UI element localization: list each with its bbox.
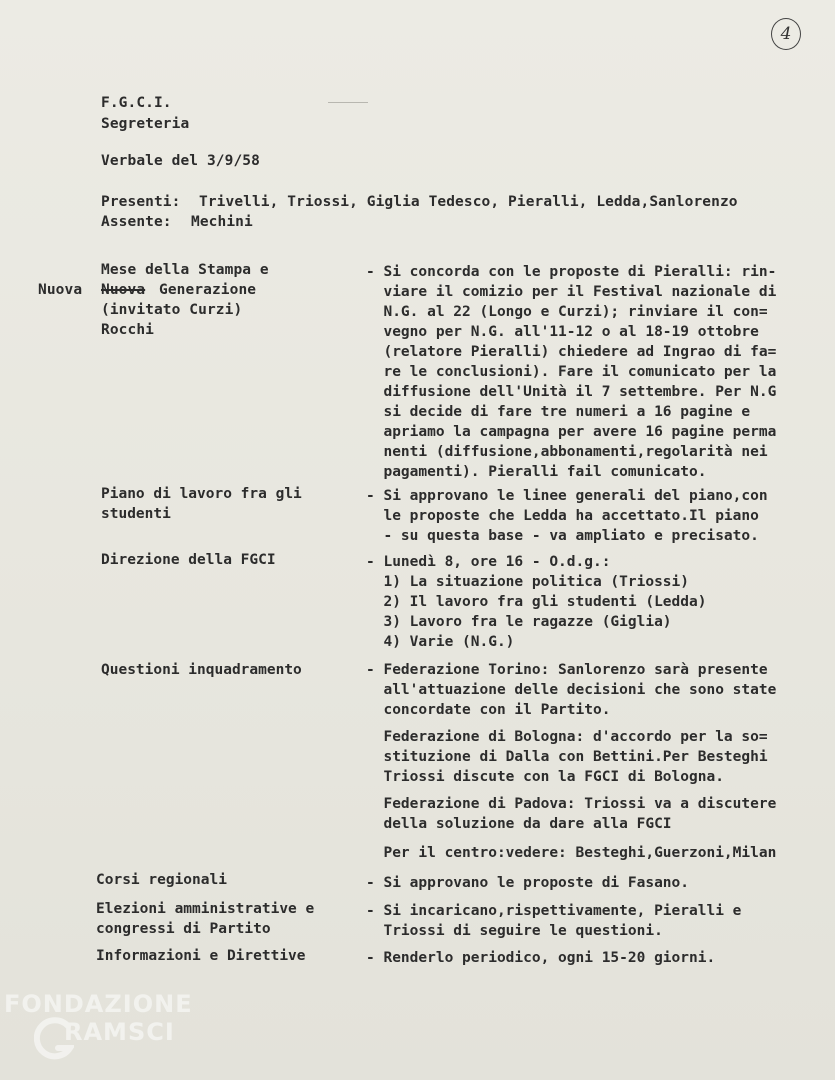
item-topic: Piano di lavoro fra gli studenti xyxy=(101,486,302,522)
item-text: - Renderlo periodico, ogni 15-20 giorni. xyxy=(366,950,716,966)
item-topic: Generazione xyxy=(159,282,257,298)
present-names: Trivelli, Triossi, Giglia Tedesco, Pieralli, Ledda,Sanlorenzo xyxy=(199,194,738,210)
item-topic: Rocchi xyxy=(101,322,154,338)
office-name: Segreteria xyxy=(101,116,190,132)
item-topic: Informazioni e Direttive xyxy=(96,948,306,964)
absent-label: Assente: xyxy=(101,214,172,230)
present-label: Presenti: xyxy=(101,194,181,210)
org-name: F.G.C.I. xyxy=(101,95,172,111)
foundation-watermark xyxy=(4,990,224,1070)
item-topic: Questioni inquadramento xyxy=(101,662,302,678)
item-text: - Si approvano le linee generali del piano,con le proposte che Ledda ha accettato.Il piano - su questa base - va ampliato e precisato. xyxy=(366,488,768,544)
item-text: Federazione di Bologna: d'accordo per la so= stituzione di Dalla con Bettini.Per Besteghi Triossi discute con la FGCI di Bologna. xyxy=(383,729,768,785)
handwritten-insert: Nuova xyxy=(38,282,83,298)
item-topic: Mese della Stampa e xyxy=(101,262,269,278)
item-topic: (invitato Curzi) xyxy=(101,302,243,318)
watermark-line2: RAMSCI xyxy=(64,1018,175,1046)
item-text: - Lunedì 8, ore 16 - O.d.g.: 1) La situazione politica (Triossi) 2) Il lavoro fra gli studenti (Ledda) 3) Lavoro fra le ragazze (Giglia) 4) Varie (N.G.) xyxy=(366,554,707,650)
item-text: - Si incaricano,rispettivamente, Pieralli e Triossi di seguire le questioni. xyxy=(366,903,742,939)
item-text: - Si concorda con le proposte di Pieralli: rin- viare il comizio per il Festival nazionale di N.G. al 22 (Longo e Curzi); rinviare il con= vegno per N.G. all'11-12 o al 18-19 ottobre (relatore Pieralli) chiedere ad Ingrao di fa= re le conclusioni). Fare il comunicato per la diffusione dell'Unità il 7 settembre. Per N.G si decide di fare tre numeri a 16 pagine e apriamo la campagna per avere 16 pagine perma nenti (diffusione,abbonamenti,regolarità nei pagamenti). Pieralli fail comunicato. xyxy=(366,264,777,480)
item-text: Federazione di Padova: Triossi va a discutere della soluzione da dare alla FGCI xyxy=(383,796,777,832)
absent-names: Mechini xyxy=(191,214,253,230)
struck-word: Nuova xyxy=(101,282,146,298)
page-number-circle: 4 xyxy=(771,18,801,50)
document-title: Verbale del 3/9/58 xyxy=(101,153,260,169)
item-text: - Federazione Torino: Sanlorenzo sarà presente all'attuazione delle decisioni che sono state concordate con il Partito. xyxy=(366,662,777,718)
faint-rule xyxy=(328,102,368,103)
item-topic: Corsi regionali xyxy=(96,872,227,888)
item-text: Per il centro:vedere: Besteghi,Guerzoni,Milan xyxy=(366,845,777,861)
watermark-line1: FONDAZIONE xyxy=(4,990,193,1018)
item-text: - Si approvano le proposte di Fasano. xyxy=(366,875,690,891)
item-topic: Elezioni amministrative e congressi di Partito xyxy=(96,901,315,937)
item-topic: Direzione della FGCI xyxy=(101,552,276,568)
